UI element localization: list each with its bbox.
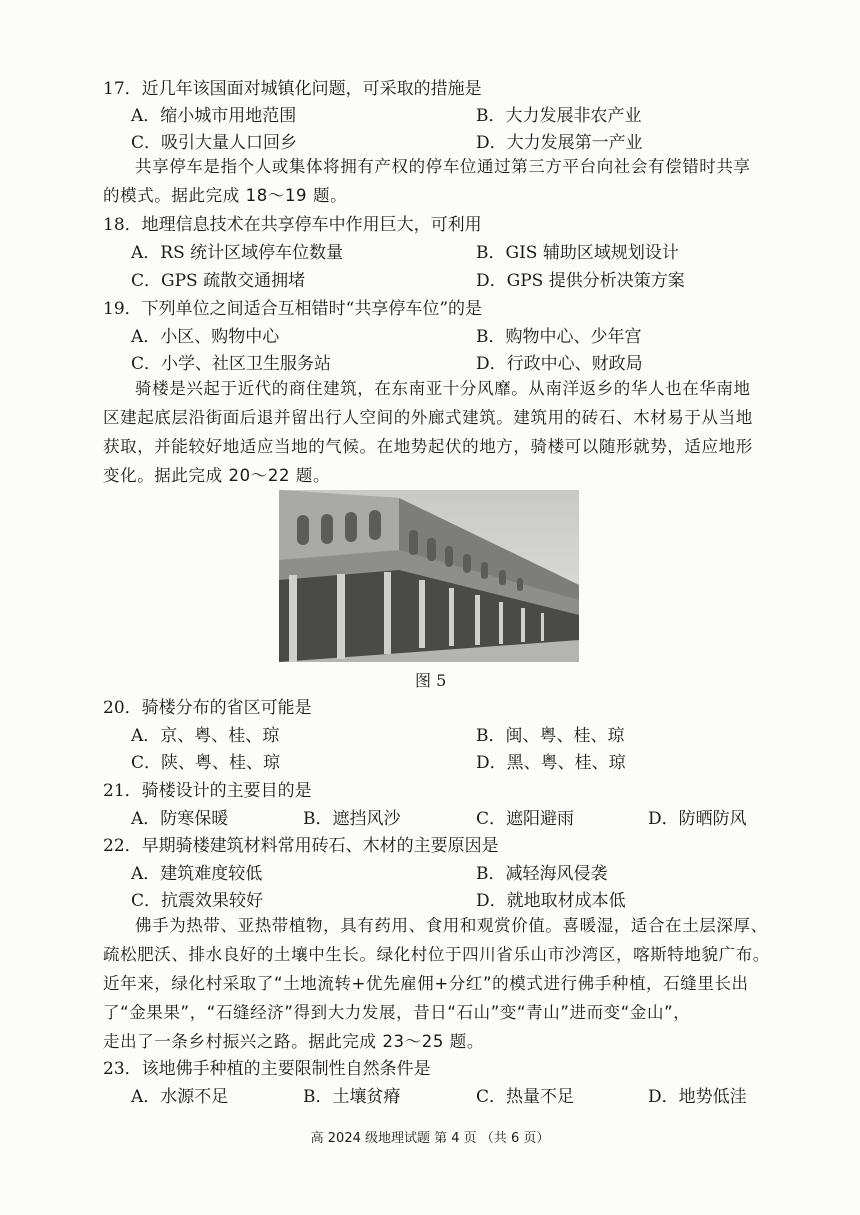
passage-line: 区建起底层沿街面后退并留出行人空间的外廊式建筑。建筑用的砖石、木材易于从当地 [103, 408, 753, 427]
passage-line: 骑楼是兴起于近代的商住建筑，在东南亚十分风靡。从南洋返乡的华人也在华南地 [135, 379, 751, 398]
question-17-stem: 17．近几年该国面对城镇化问题，可采取的措施是 [103, 79, 482, 99]
passage-line: 佛手为热带、亚热带植物，具有药用、食用和观赏价值。喜暖湿，适合在土层深厚、 [135, 916, 768, 935]
q18-option-b: B．GIS 辅助区域规划设计 [476, 243, 679, 263]
passage-line: 走出了一条乡村振兴之路。据此完成 23～25 题。 [103, 1032, 484, 1051]
q17-option-b: B．大力发展非农产业 [476, 106, 642, 126]
q23-option-b: B．土壤贫瘠 [303, 1087, 401, 1107]
q20-option-d: D．黑、粤、桂、琼 [476, 753, 626, 773]
passage-line: 近年来，绿化村采取了“土地流转+优先雇佣+分红”的模式进行佛手种植，石缝里长出 [103, 974, 749, 993]
passage-line: 变化。据此完成 20～22 题。 [103, 466, 331, 485]
q17-option-c: C．吸引大量人口回乡 [131, 133, 298, 153]
q22-option-c: C．抗震效果较好 [131, 891, 264, 911]
q19-option-a: A．小区、购物中心 [131, 327, 280, 347]
page-footer: 高 2024 级地理试题 第 4 页 （共 6 页） [310, 1131, 550, 1146]
passage-20-22 [103, 374, 763, 490]
question-19-stem: 19．下列单位之间适合互相错时“共享停车位”的是 [103, 299, 483, 319]
question-21-stem: 21．骑楼设计的主要目的是 [103, 781, 312, 801]
q23-option-a: A．水源不足 [131, 1087, 229, 1107]
q20-option-b: B．闽、粤、桂、琼 [476, 726, 625, 746]
q17-option-d: D．大力发展第一产业 [476, 133, 643, 153]
question-20-stem: 20．骑楼分布的省区可能是 [103, 698, 312, 718]
q21-option-d: D．防晒防风 [648, 809, 747, 829]
q17-option-a: A．缩小城市用地范围 [131, 106, 297, 126]
question-22-stem: 22．早期骑楼建筑材料常用砖石、木材的主要原因是 [103, 836, 499, 856]
q20-option-a: A．京、粤、桂、琼 [131, 726, 280, 746]
q22-option-d: D．就地取材成本低 [476, 891, 626, 911]
question-18-stem: 18．地理信息技术在共享停车中作用巨大，可利用 [103, 215, 482, 235]
passage-line: 共享停车是指个人或集体将拥有产权的停车位通过第三方平台向社会有偿错时共享 [135, 157, 751, 176]
passage-18-19 [103, 152, 763, 210]
q22-option-b: B．减轻海风侵袭 [476, 864, 608, 884]
arcade-building-illustration [279, 490, 579, 662]
passage-23-25 [103, 911, 770, 1056]
q23-option-c: C．热量不足 [476, 1087, 575, 1107]
q19-option-b: B．购物中心、少年宫 [476, 327, 642, 347]
passage-line: 疏松肥沃、排水良好的土壤中生长。绿化村位于四川省乐山市沙湾区，喀斯特地貌广布。 [103, 945, 770, 964]
passage-line: 了“金果果”，“石缝经济”得到大力发展，昔日“石山”变“青山”进而变“金山”， [103, 1003, 691, 1022]
q22-option-a: A．建筑难度较低 [131, 864, 263, 884]
passage-line: 的模式。据此完成 18～19 题。 [103, 186, 348, 205]
q23-option-d: D．地势低洼 [648, 1087, 747, 1107]
q21-option-b: B．遮挡风沙 [303, 809, 401, 829]
question-23-stem: 23．该地佛手种植的主要限制性自然条件是 [103, 1059, 431, 1079]
q21-option-a: A．防寒保暖 [131, 809, 229, 829]
passage-line: 获取，并能较好地适应当地的气候。在地势起伏的地方，骑楼可以随形就势，适应地形 [103, 437, 753, 456]
q21-option-c: C．遮阳避雨 [476, 809, 575, 829]
q19-option-d: D．行政中心、财政局 [476, 354, 643, 374]
arcade-building-photo [279, 490, 579, 662]
q18-option-a: A．RS 统计区域停车位数量 [131, 243, 344, 263]
q19-option-c: C．小学、社区卫生服务站 [131, 354, 332, 374]
q18-option-d: D．GPS 提供分析决策方案 [476, 271, 685, 291]
q18-option-c: C．GPS 疏散交通拥堵 [131, 271, 306, 291]
figure-caption: 图 5 [415, 671, 447, 690]
q20-option-c: C．陕、粤、桂、琼 [131, 753, 281, 773]
